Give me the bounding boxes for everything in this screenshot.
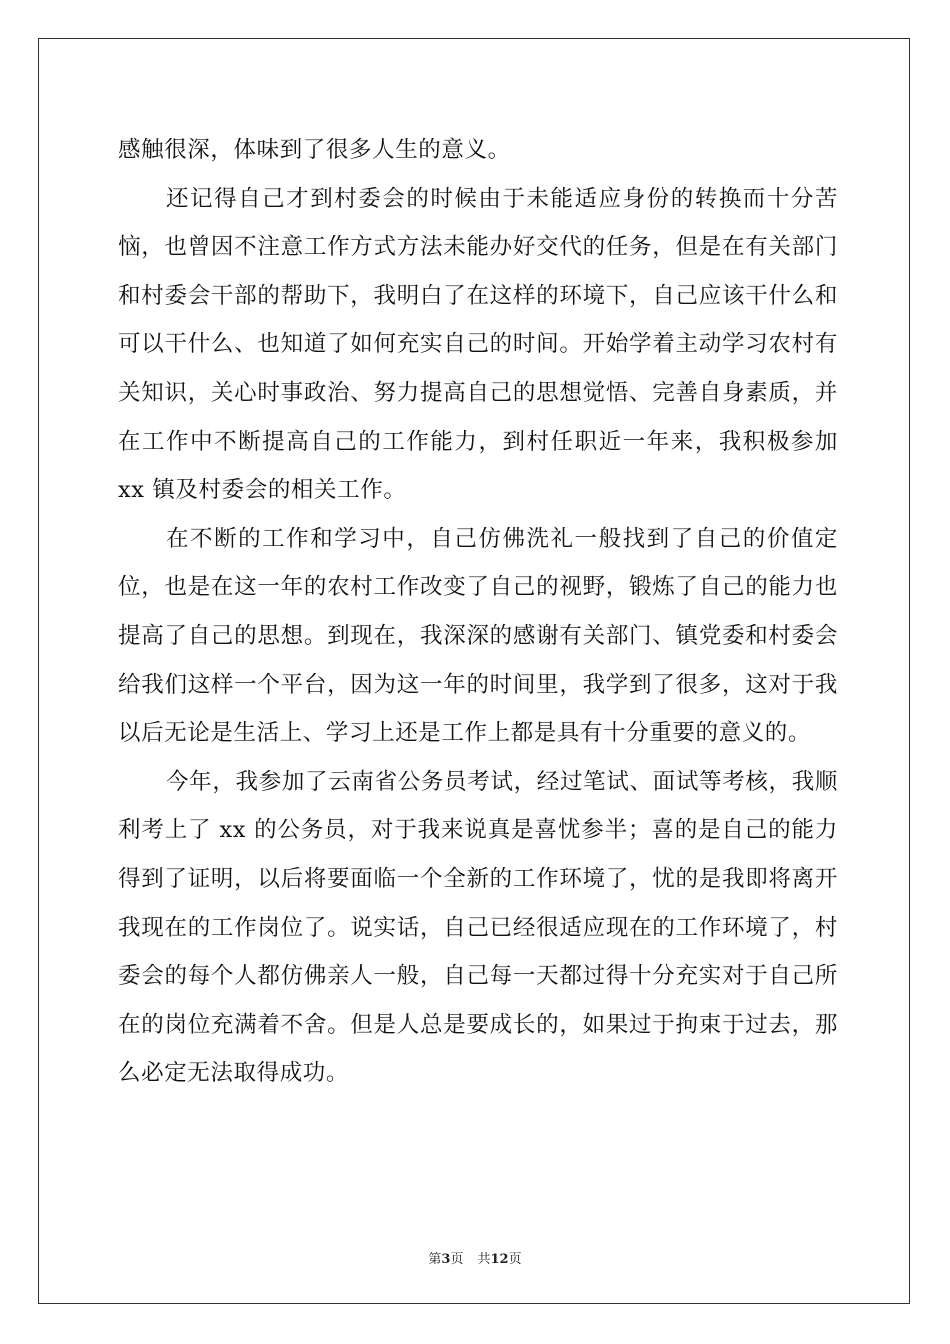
total-prefix: 共: [477, 1252, 491, 1267]
page-number: 3: [441, 1252, 451, 1267]
paragraph: 在不断的工作和学习中，自己仿佛洗礼一般找到了自己的价值定位，也是在这一年的农村工作改变了自己的视野，锻炼了自己的能力也提高了自己的思想。到现在，我深深的感谢有关部门、镇党委和村委会给我们这样一个平台，因为这一年的时间里，我学到了很多，这对于我以后无论是生活上、学习上还是工作上都是具有十分重要的意义的。: [118, 525, 838, 747]
page-suffix: 页: [450, 1252, 464, 1267]
paragraph: 今年，我参加了云南省公务员考试，经过笔试、面试等考核，我顺利考上了 xx 的公务员，对于我来说真是喜忧参半；喜的是自己的能力得到了证明，以后将要面临一个全新的工作环境了，忧的是我即将离开我现在的工作岗位了。说实话，自己已经很适应现在的工作环境了，村委会的每个人都仿佛亲人一般，自己每一天都过得十分充实对于自己所在的岗位充满着不舍。但是人总是要成长的，如果过于拘束于过去，那么必定无法取得成功。: [118, 768, 838, 1087]
document-body: [118, 126, 838, 1098]
page-footer: [0, 1248, 950, 1267]
total-pages: 12: [490, 1252, 509, 1267]
paragraph: 还记得自己才到村委会的时候由于未能适应身份的转换而十分苦恼，也曾因不注意工作方式方法未能办好交代的任务，但是在有关部门和村委会干部的帮助下，我明白了在这样的环境下，自己应该干什么和可以干什么、也知道了如何充实自己的时间。开始学着主动学习农村有关知识，关心时事政治、努力提高自己的思想觉悟、完善自身素质，并在工作中不断提高自己的工作能力，到村任职近一年来，我积极参加 xx 镇及村委会的相关工作。: [118, 185, 838, 504]
paragraph-continuation: 感触很深，体味到了很多人生的意义。: [118, 137, 511, 163]
total-suffix: 页: [508, 1252, 522, 1267]
page-prefix: 第: [428, 1252, 442, 1267]
